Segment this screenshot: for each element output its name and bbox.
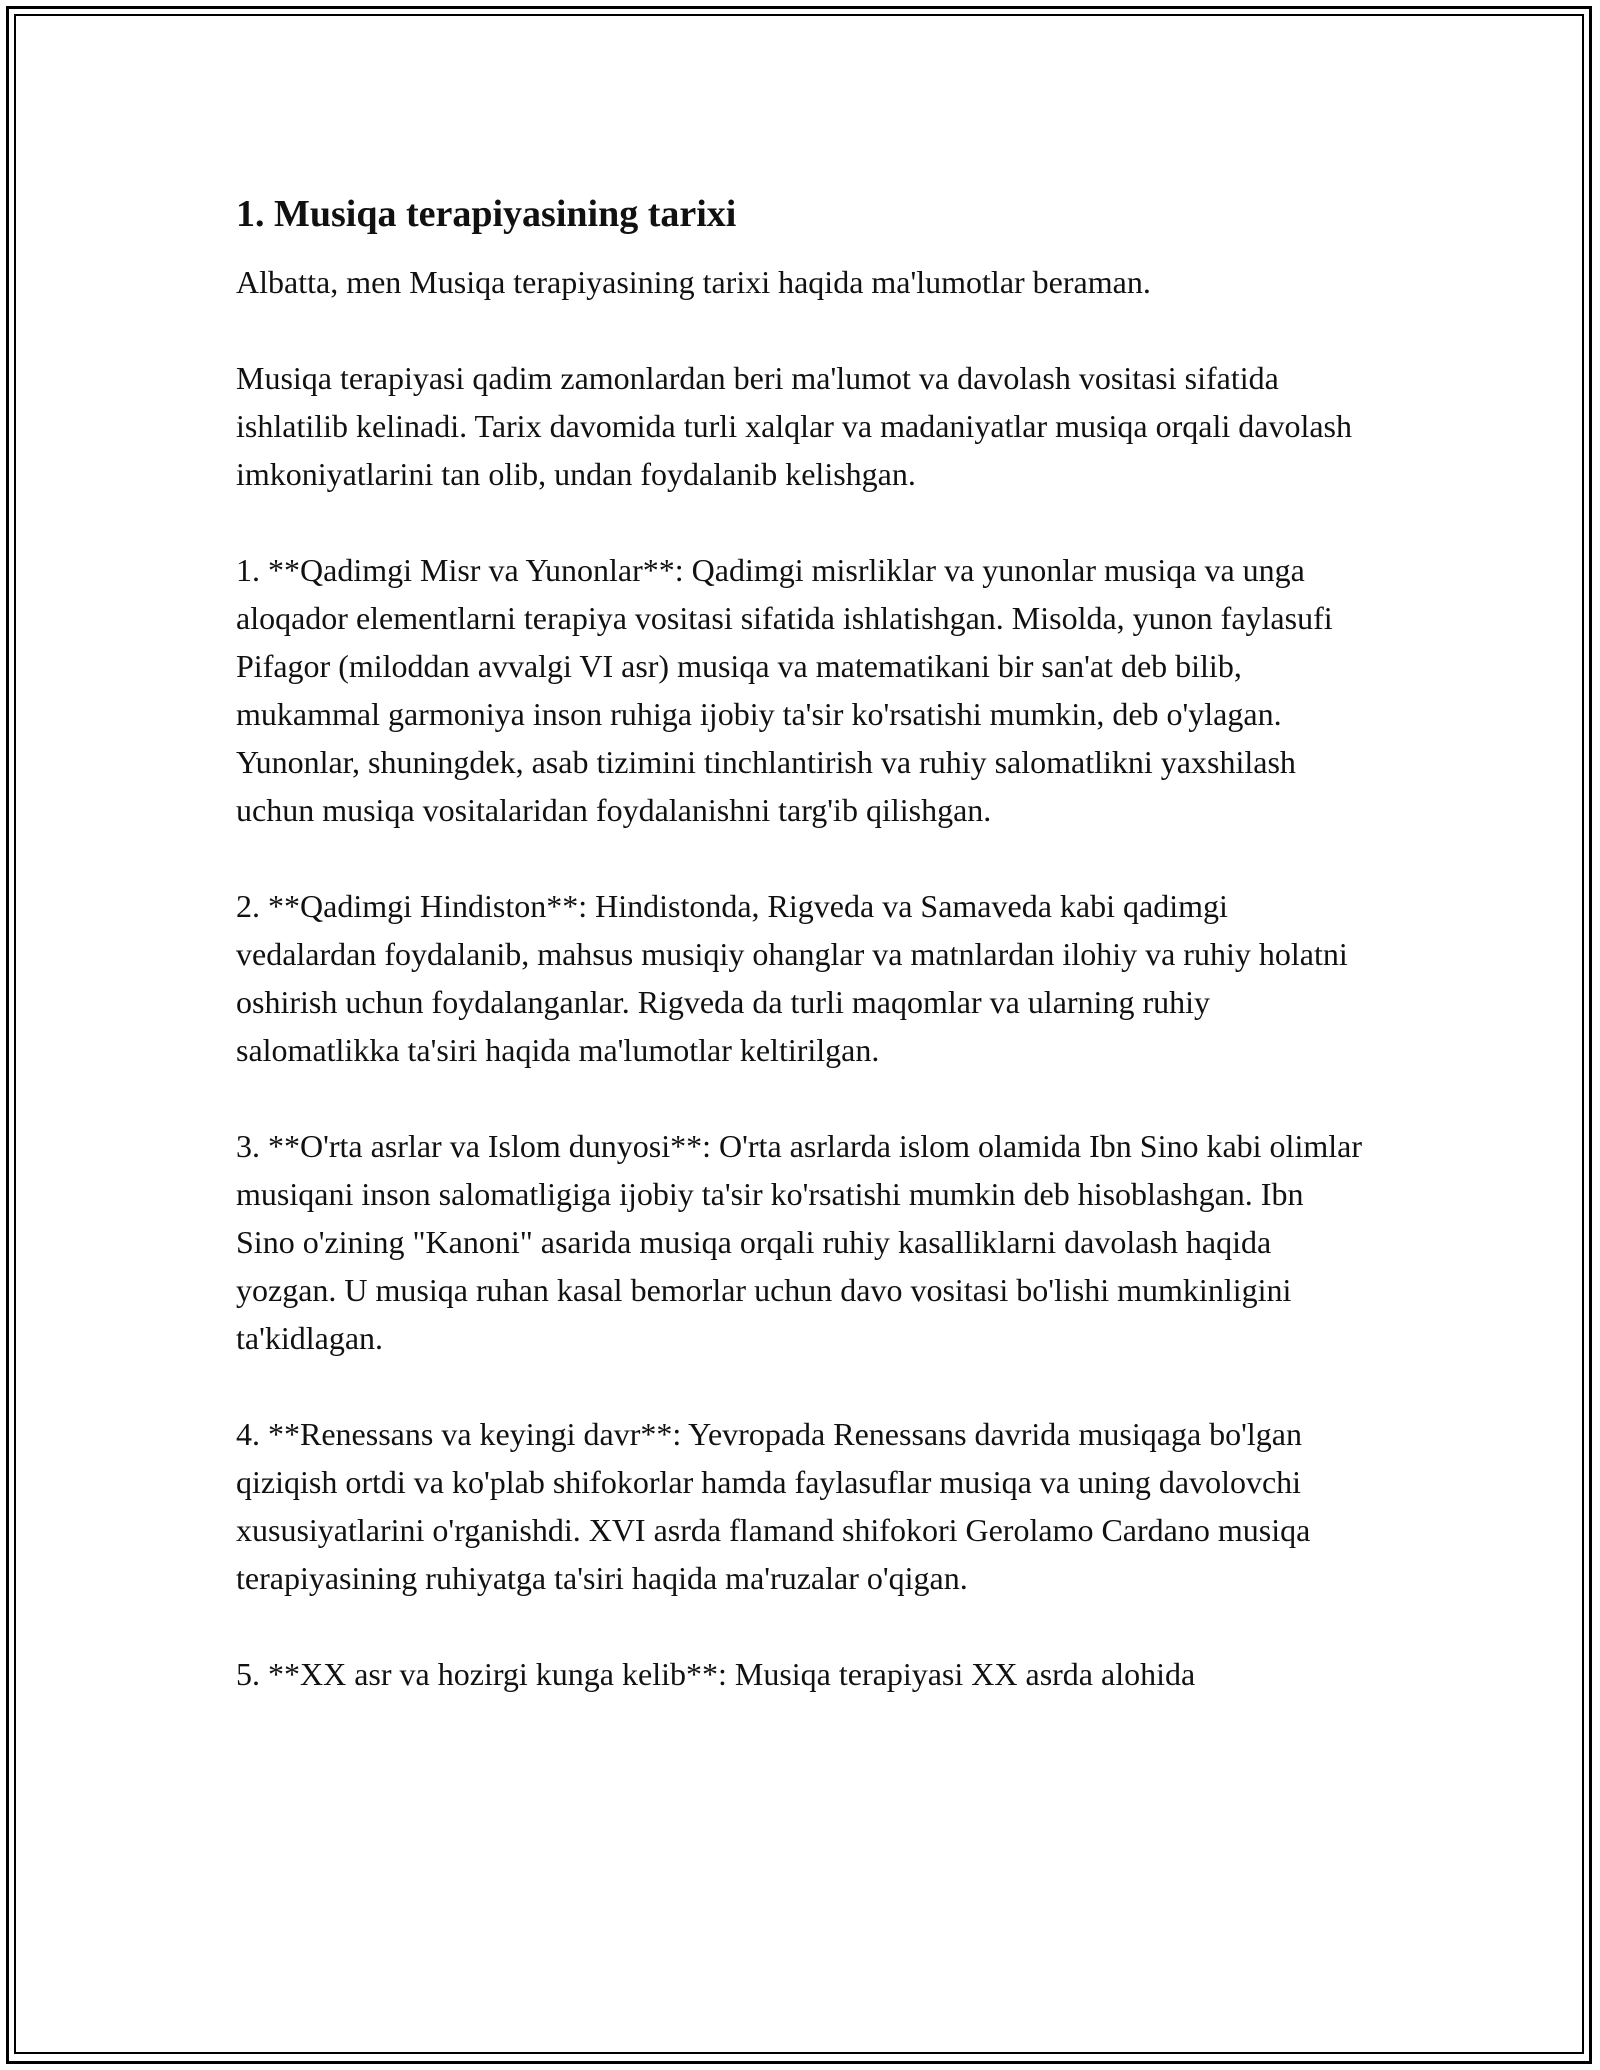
intro-paragraph: Albatta, men Musiqa terapiyasining tarixi haqida ma'lumotlar beraman.	[236, 264, 1151, 300]
section-title: 1. Musiqa terapiyasining tarixi	[236, 193, 737, 235]
list-item-egypt-greece: 1. **Qadimgi Misr va Yunonlar**: Qadimgi misrliklar va yunonlar musiqa va unga aloqador elementlarni terapiya vositasi sifatida ishlatishgan. Misolda, yunon faylasufi Pifagor (miloddan avvalgi VI asr) musiqa va matematikani bir san'at deb bilib, mukammal garmoniya inson ruhiga ijobiy ta'sir ko'rsatishi mumkin, deb o'ylagan. Yunonlar, shuningdek, asab tizimini tinchlantirish va ruhiy salomatlikni yaxshilash uchun musiqa vositalaridan foydalanishni targ'ib qilishgan.	[236, 552, 1333, 828]
list-item-twentieth-century: 5. **XX asr va hozirgi kunga kelib**: Musiqa terapiyasi XX asrda alohida	[236, 1656, 1196, 1692]
list-item-middle-ages-islam: 3. **O'rta asrlar va Islom dunyosi**: O'rta asrlarda islom olamida Ibn Sino kabi olimlar musiqani inson salomatligiga ijobiy ta'sir ko'rsatishi mumkin deb hisoblashgan. Ibn Sino o'zining "Kanoni" asarida musiqa orqali ruhiy kasalliklarni davolash haqida yozgan. U musiqa ruhan kasal bemorlar uchun davo vositasi bo'lishi mumkinligini ta'kidlagan.	[236, 1128, 1362, 1356]
document-body	[236, 188, 1366, 1698]
list-item-renaissance: 4. **Renessans va keyingi davr**: Yevropada Renessans davrida musiqaga bo'lgan qiziqish ortdi va ko'plab shifokorlar hamda faylasuflar musiqa va uning davolovchi xususiyatlarini o'rganishdi. XVI asrda flamand shifokori Gerolamo Cardano musiqa terapiyasining ruhiyatga ta'siri haqida ma'ruzalar o'qigan.	[236, 1416, 1311, 1596]
overview-paragraph: Musiqa terapiyasi qadim zamonlardan beri ma'lumot va davolash vositasi sifatida ishlatilib kelinadi. Tarix davomida turli xalqlar va madaniyatlar musiqa orqali davolash imkoniyatlarini tan olib, undan foydalanib kelishgan.	[236, 360, 1352, 492]
list-item-india: 2. **Qadimgi Hindiston**: Hindistonda, Rigveda va Samaveda kabi qadimgi vedalardan foydalanib, mahsus musiqiy ohanglar va matnlardan ilohiy va ruhiy holatni oshirish uchun foydalanganlar. Rigveda da turli maqomlar va ularning ruhiy salomatlikka ta'siri haqida ma'lumotlar keltirilgan.	[236, 888, 1348, 1068]
